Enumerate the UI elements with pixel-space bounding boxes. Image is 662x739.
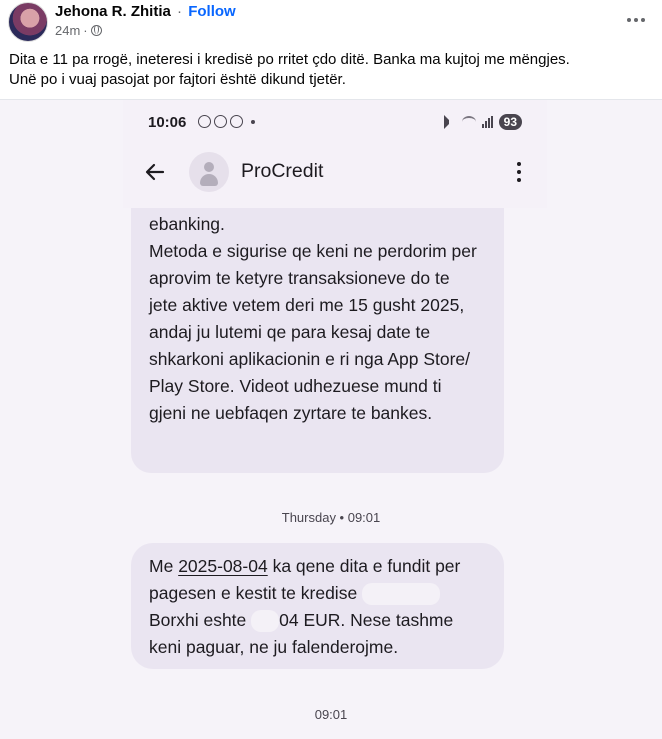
post-time[interactable]: 24m — [55, 23, 81, 38]
more-icon[interactable] — [624, 10, 648, 30]
signal-icon — [482, 116, 493, 128]
kebab-menu-icon[interactable] — [515, 160, 523, 184]
message-line: keni paguar, ne ju falenderojme. — [149, 637, 399, 657]
redacted-area — [362, 583, 440, 605]
message-text-fragment: ka qene dita e fundit per — [267, 556, 461, 576]
message-line: Metoda e sigurise qe keni ne perdorim per — [149, 241, 477, 261]
message-text-fragment: Borxhi eshte — [149, 610, 252, 630]
message-line: Play Store. Videot udhezuese mund ti — [149, 376, 442, 396]
conversation-app-bar — [123, 144, 547, 204]
contact-avatar[interactable] — [189, 152, 229, 192]
message-line: gjeni ne uebfaqen zyrtare te bankes. — [149, 403, 433, 423]
message-timestamp: Thursday • 09:01 — [281, 510, 381, 525]
post-text-line: Unë po i vuaj pasojat por fajtori është dikund tjetër. — [9, 71, 346, 88]
date-link[interactable]: 2025-08-04 — [178, 556, 268, 576]
author-avatar[interactable] — [8, 2, 48, 42]
post-header — [0, 0, 662, 44]
viber-icon — [230, 115, 243, 128]
status-time: 10:06 — [148, 114, 187, 131]
message-text — [149, 196, 494, 427]
message-line: shkarkoni aplikacionin e ri nga App Store/ — [149, 349, 471, 369]
globe-icon — [91, 25, 102, 36]
messenger-icon — [198, 115, 211, 128]
post-text — [9, 50, 654, 90]
sms-screenshot[interactable] — [0, 99, 662, 739]
redacted-area — [251, 610, 279, 632]
message-text — [149, 553, 494, 661]
message-line: aprovim te ketyre transaksioneve do te — [149, 268, 450, 288]
back-arrow-icon[interactable] — [143, 160, 167, 184]
message-line — [149, 607, 494, 634]
system-icons — [444, 114, 522, 130]
author-name[interactable]: Jehona R. Zhitia — [55, 3, 171, 20]
wifi-icon — [462, 116, 476, 128]
author-line — [55, 3, 236, 20]
post-time-separator: · — [83, 23, 88, 38]
message-line — [149, 580, 494, 607]
message-line: ebanking. — [149, 214, 225, 234]
phone-top-bar — [123, 100, 547, 208]
status-bar — [123, 100, 547, 144]
message-line: jete aktive vetem deri me 15 gusht 2025, — [149, 295, 465, 315]
notification-icons — [198, 115, 255, 128]
battery-badge: 93 — [499, 114, 522, 130]
message-bubble — [131, 543, 504, 669]
message-bubble — [131, 190, 504, 473]
post-meta — [55, 23, 102, 38]
message-text-fragment: pagesen e kestit te kredise — [149, 583, 363, 603]
mute-icon — [444, 115, 456, 129]
message-line: andaj ju lutemi qe para kesaj date te — [149, 322, 431, 342]
message-prefix: Me — [149, 556, 179, 576]
contact-name[interactable]: ProCredit — [241, 160, 324, 182]
author-separator: · — [177, 3, 183, 20]
more-notifications-icon — [251, 120, 255, 124]
message-text-fragment: 04 EUR. Nese tashme — [279, 610, 454, 630]
message-timestamp: 09:01 — [314, 707, 348, 722]
message-line — [149, 553, 494, 580]
mail-icon — [214, 115, 227, 128]
post-text-line: Dita e 11 pa rrogë, ineteresi i kredisë po rritet çdo ditë. Banka ma kujtoj me mëngjes. — [9, 51, 570, 68]
follow-button[interactable]: Follow — [188, 3, 236, 20]
